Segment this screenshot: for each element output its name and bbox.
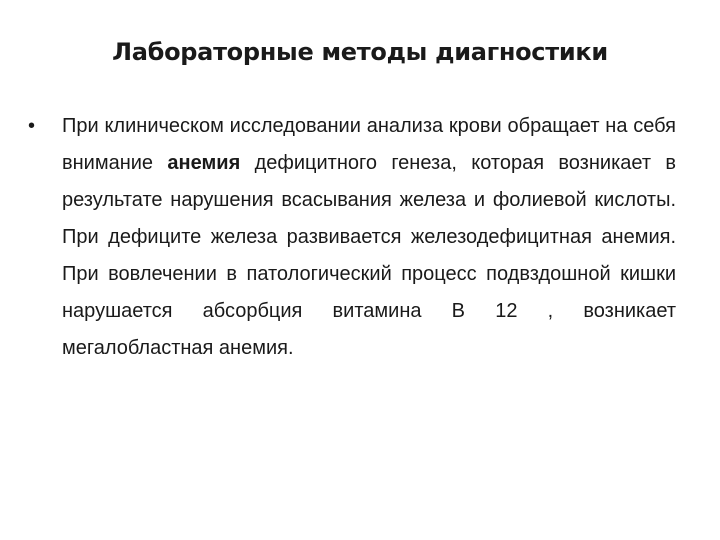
slide-content [28,108,676,367]
paragraph-bold-term: анемия [167,152,241,174]
paragraph-text-start: При клиническом исследовании анализа крови обращает на себя внимание [62,115,676,174]
slide-title: Лабораторные методы диагностики [112,38,608,66]
bullet-marker: • [28,115,36,137]
bullet-item [28,108,676,367]
paragraph-text-end: дефицитного генеза, которая возникает в результате нарушения всасывания железа и фолиевой кислоты. При дефиците железа развивается железодефицитная анемия. При вовлечении в патологический процесс подвздошной кишки нарушается абсорбция витамина В 12 , возникает мегалобластная анемия. [62,152,676,359]
bullet-paragraph [62,108,676,367]
